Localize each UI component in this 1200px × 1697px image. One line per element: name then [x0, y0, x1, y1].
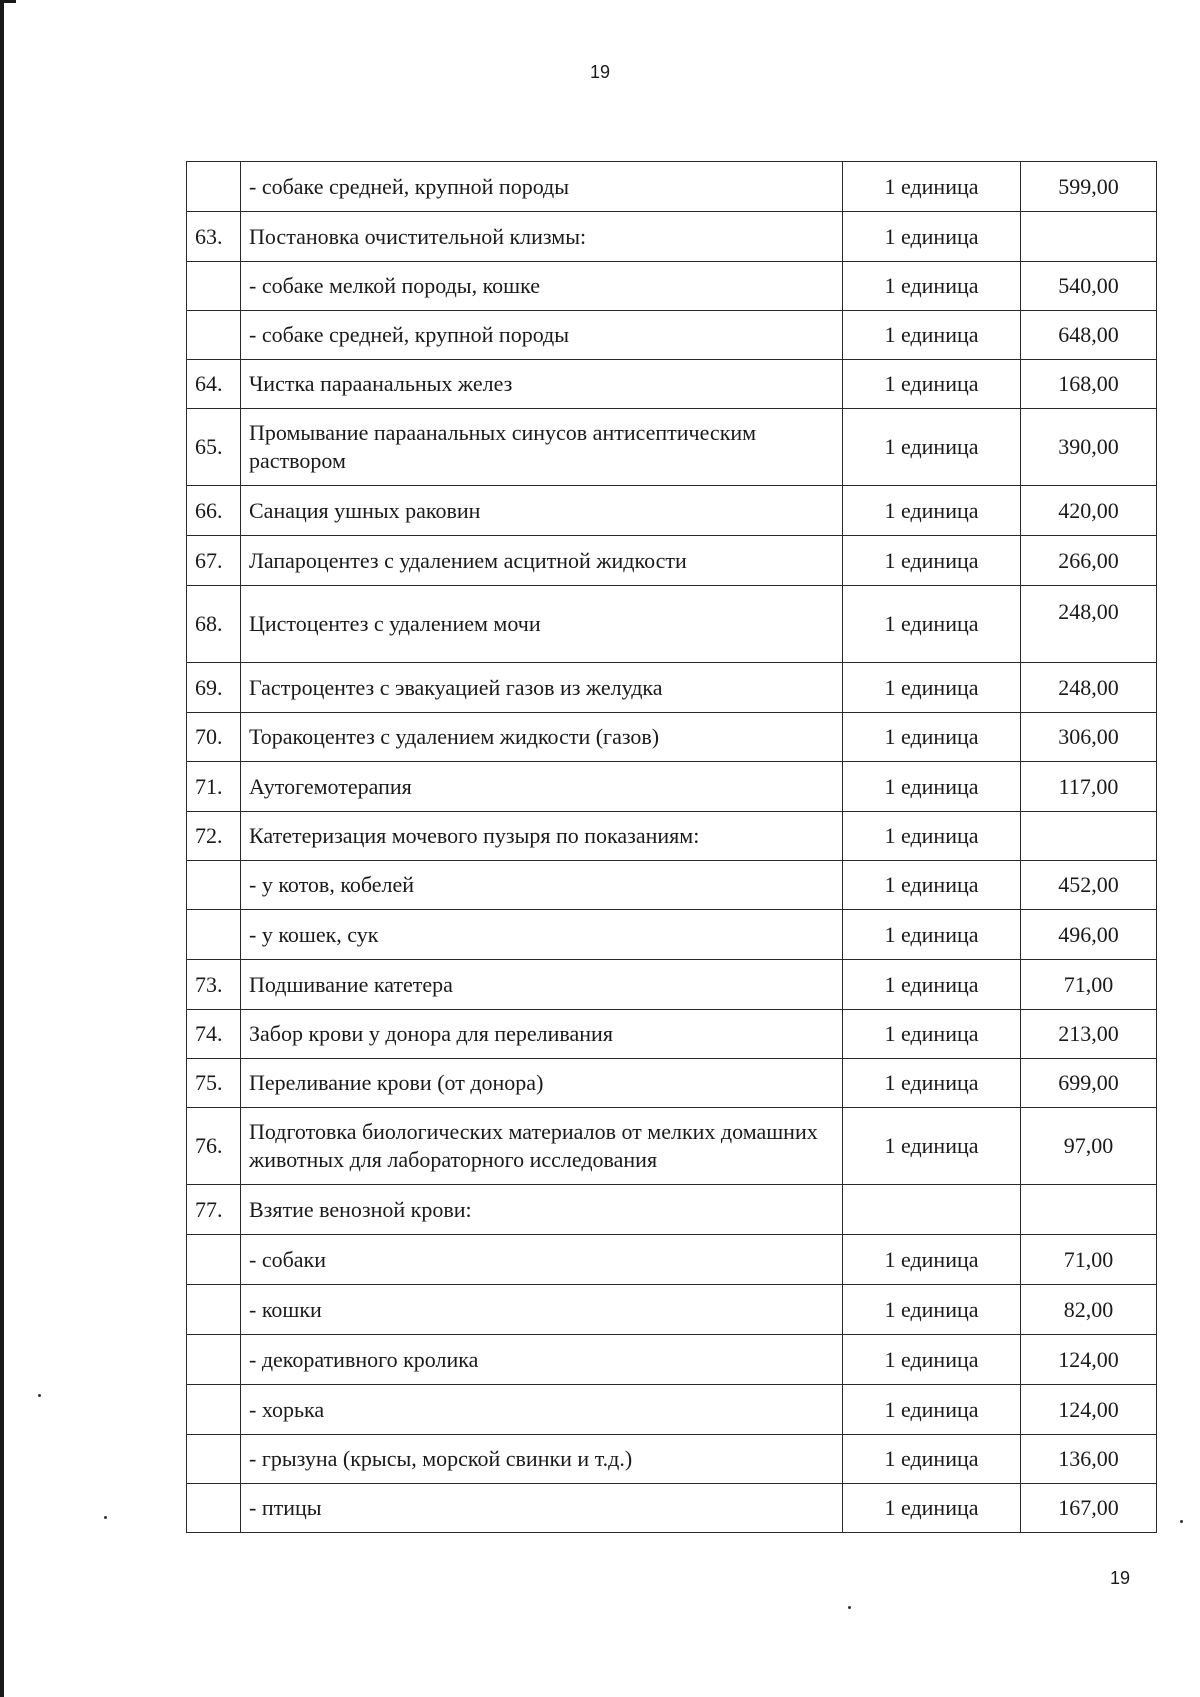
scan-speck — [38, 1394, 41, 1397]
price-cell: 97,00 — [1021, 1108, 1157, 1185]
price-cell: 306,00 — [1021, 713, 1157, 762]
unit-cell: 1 единица — [843, 1285, 1021, 1335]
table-row — [187, 1108, 1157, 1185]
price-cell: 648,00 — [1021, 311, 1157, 360]
scan-corner-mark — [0, 0, 16, 3]
service-name: - грызуна (крысы, морской свинки и т.д.) — [241, 1435, 843, 1484]
price-cell: 420,00 — [1021, 486, 1157, 536]
price-cell: 390,00 — [1021, 409, 1157, 486]
unit-cell: 1 единица — [843, 1010, 1021, 1059]
price-cell: 213,00 — [1021, 1010, 1157, 1059]
service-name: Лапароцентез с удалением асцитной жидкости — [241, 536, 843, 586]
unit-cell: 1 единица — [843, 762, 1021, 812]
row-number: 69. — [187, 663, 241, 713]
table-row — [187, 1059, 1157, 1108]
unit-cell: 1 единица — [843, 162, 1021, 212]
price-cell: 124,00 — [1021, 1385, 1157, 1435]
unit-cell: 1 единица — [843, 812, 1021, 861]
price-cell: 71,00 — [1021, 1235, 1157, 1285]
price-cell: 167,00 — [1021, 1484, 1157, 1533]
unit-cell: 1 единица — [843, 1335, 1021, 1385]
table-row — [187, 1335, 1157, 1385]
unit-cell: 1 единица — [843, 861, 1021, 910]
unit-cell: 1 единица — [843, 536, 1021, 586]
table-row — [187, 311, 1157, 360]
row-number: 68. — [187, 586, 241, 663]
service-name: Чистка параанальных желез — [241, 360, 843, 409]
service-name: - у кошек, сук — [241, 910, 843, 960]
table-row — [187, 812, 1157, 861]
service-name: Промывание параанальных синусов антисептическим раствором — [241, 409, 843, 486]
row-number: 65. — [187, 409, 241, 486]
unit-cell: 1 единица — [843, 960, 1021, 1010]
table-row — [187, 162, 1157, 212]
scan-speck — [848, 1606, 851, 1609]
table-row — [187, 1010, 1157, 1059]
service-name: - у котов, кобелей — [241, 861, 843, 910]
price-cell: 168,00 — [1021, 360, 1157, 409]
table-row — [187, 1235, 1157, 1285]
row-number: 73. — [187, 960, 241, 1010]
row-number — [187, 1385, 241, 1435]
price-cell: 71,00 — [1021, 960, 1157, 1010]
page-number-top: 19 — [589, 62, 611, 82]
table-row — [187, 713, 1157, 762]
unit-cell: 1 единица — [843, 586, 1021, 663]
row-number: 75. — [187, 1059, 241, 1108]
table-row — [187, 586, 1157, 663]
price-cell: 452,00 — [1021, 861, 1157, 910]
unit-cell: 1 единица — [843, 409, 1021, 486]
unit-cell: 1 единица — [843, 910, 1021, 960]
page-number-bottom: 19 — [1110, 1568, 1131, 1588]
row-number: 67. — [187, 536, 241, 586]
table-row — [187, 1385, 1157, 1435]
table-row — [187, 360, 1157, 409]
service-name: Постановка очистительной клизмы: — [241, 212, 843, 262]
unit-cell: 1 единица — [843, 1235, 1021, 1285]
table-row — [187, 409, 1157, 486]
price-cell: 699,00 — [1021, 1059, 1157, 1108]
price-cell: 266,00 — [1021, 536, 1157, 586]
service-name: - собаки — [241, 1235, 843, 1285]
service-name: - птицы — [241, 1484, 843, 1533]
unit-cell: 1 единица — [843, 486, 1021, 536]
price-cell — [1021, 1185, 1157, 1235]
row-number — [187, 311, 241, 360]
row-number — [187, 910, 241, 960]
row-number — [187, 1435, 241, 1484]
price-cell: 248,00 — [1021, 663, 1157, 713]
service-name: Гастроцентез с эвакуацией газов из желудка — [241, 663, 843, 713]
row-number — [187, 1285, 241, 1335]
unit-cell: 1 единица — [843, 663, 1021, 713]
scan-left-edge — [0, 0, 4, 1697]
service-name: Переливание крови (от донора) — [241, 1059, 843, 1108]
table-row — [187, 861, 1157, 910]
unit-cell: 1 единица — [843, 360, 1021, 409]
row-number — [187, 262, 241, 311]
row-number: 76. — [187, 1108, 241, 1185]
table-row — [187, 1484, 1157, 1533]
row-number: 64. — [187, 360, 241, 409]
service-name: - собаке мелкой породы, кошке — [241, 262, 843, 311]
price-cell — [1021, 212, 1157, 262]
service-name: Подготовка биологических материалов от мелких домашних животных для лабораторного исследования — [241, 1108, 843, 1185]
table-row — [187, 486, 1157, 536]
table-row — [187, 536, 1157, 586]
unit-cell: 1 единица — [843, 212, 1021, 262]
unit-cell: 1 единица — [843, 1059, 1021, 1108]
unit-cell: 1 единица — [843, 1108, 1021, 1185]
row-number: 74. — [187, 1010, 241, 1059]
scan-speck — [104, 1516, 107, 1519]
table-row — [187, 1185, 1157, 1235]
service-name: Санация ушных раковин — [241, 486, 843, 536]
price-cell: 248,00 — [1021, 586, 1157, 663]
unit-cell: 1 единица — [843, 311, 1021, 360]
row-number — [187, 1484, 241, 1533]
table-row — [187, 1285, 1157, 1335]
price-cell: 117,00 — [1021, 762, 1157, 812]
row-number — [187, 1335, 241, 1385]
table-row — [187, 1435, 1157, 1484]
service-name: - декоративного кролика — [241, 1335, 843, 1385]
price-cell: 599,00 — [1021, 162, 1157, 212]
table-row — [187, 262, 1157, 311]
service-name: Аутогемотерапия — [241, 762, 843, 812]
unit-cell — [843, 1185, 1021, 1235]
service-name: Забор крови у донора для переливания — [241, 1010, 843, 1059]
unit-cell: 1 единица — [843, 1484, 1021, 1533]
table-row — [187, 663, 1157, 713]
unit-cell: 1 единица — [843, 713, 1021, 762]
row-number — [187, 1235, 241, 1285]
table-row — [187, 960, 1157, 1010]
price-cell: 136,00 — [1021, 1435, 1157, 1484]
row-number: 72. — [187, 812, 241, 861]
service-name: Торакоцентез с удалением жидкости (газов) — [241, 713, 843, 762]
price-cell: 496,00 — [1021, 910, 1157, 960]
price-cell: 124,00 — [1021, 1335, 1157, 1385]
row-number — [187, 861, 241, 910]
row-number — [187, 162, 241, 212]
row-number: 70. — [187, 713, 241, 762]
table-row — [187, 910, 1157, 960]
price-cell: 82,00 — [1021, 1285, 1157, 1335]
row-number: 77. — [187, 1185, 241, 1235]
unit-cell: 1 единица — [843, 262, 1021, 311]
service-name: Взятие венозной крови: — [241, 1185, 843, 1235]
price-table — [186, 161, 1157, 1533]
row-number: 63. — [187, 212, 241, 262]
scan-speck — [1180, 1520, 1183, 1523]
service-name: Подшивание катетера — [241, 960, 843, 1010]
service-name: Цистоцентез с удалением мочи — [241, 586, 843, 663]
unit-cell: 1 единица — [843, 1385, 1021, 1435]
table-row — [187, 212, 1157, 262]
price-cell: 540,00 — [1021, 262, 1157, 311]
row-number: 66. — [187, 486, 241, 536]
service-name: Катетеризация мочевого пузыря по показаниям: — [241, 812, 843, 861]
service-name: - кошки — [241, 1285, 843, 1335]
price-cell — [1021, 812, 1157, 861]
row-number: 71. — [187, 762, 241, 812]
service-name: - собаке средней, крупной породы — [241, 162, 843, 212]
table-row — [187, 762, 1157, 812]
service-name: - хорька — [241, 1385, 843, 1435]
unit-cell: 1 единица — [843, 1435, 1021, 1484]
service-name: - собаке средней, крупной породы — [241, 311, 843, 360]
